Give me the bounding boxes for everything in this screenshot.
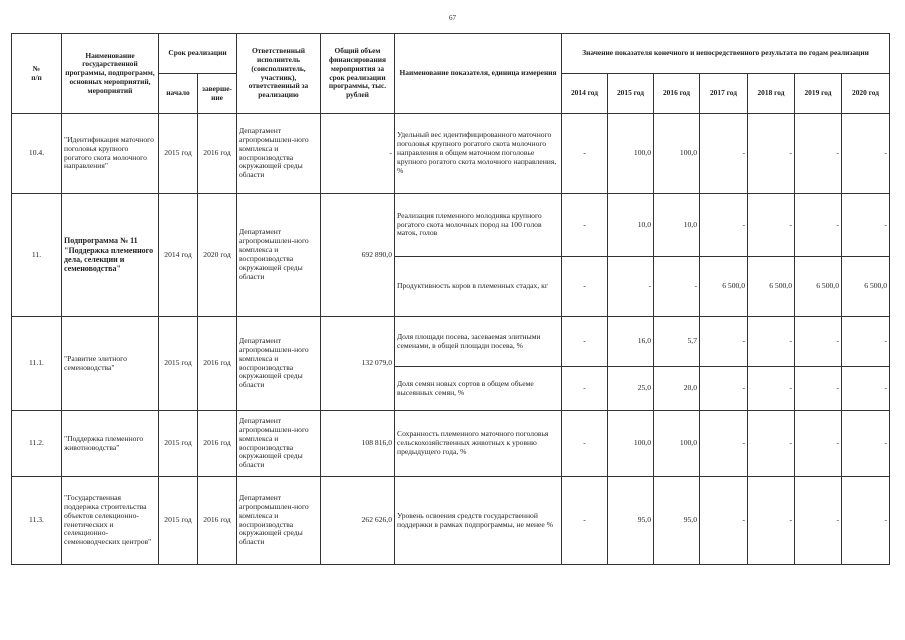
header-values-group: Значение показателя конечного и непосредственного результата по годам реализации (562, 34, 890, 74)
row-finance: - (321, 114, 395, 194)
row-value: - (795, 477, 842, 565)
row-value: - (562, 317, 608, 367)
row-finance: 692 890,0 (321, 194, 395, 317)
row-value: - (842, 114, 890, 194)
header-finance: Общий объем финансирования мероприятия за срок реализации программы, тыс. рублей (321, 34, 395, 114)
header-num: № п/п (12, 34, 62, 114)
row-value: 100,0 (608, 114, 654, 194)
header-year: 2018 год (748, 74, 795, 114)
row-name: "Развитие элитного семеноводства" (62, 317, 159, 411)
header-name: Наименование государственной программы, подпрограмм, основных мероприятий, мероприятий (62, 34, 159, 114)
row-indicator: Реализация племенного молодняка крупного рогатого скота молочных пород на 100 голов маток, голов (395, 194, 562, 257)
row-executor: Департамент агропромышлен-ного комплекса и воспроизводства окружающей среды области (237, 317, 321, 411)
row-name: Подпрограмма № 11 "Поддержка племенного дела, селекции и семеноводства" (62, 194, 159, 317)
row-value: 6 500,0 (795, 257, 842, 317)
row-value: 100,0 (654, 114, 700, 194)
row-value: - (842, 367, 890, 411)
header-year: 2020 год (842, 74, 890, 114)
row-indicator: Продуктивность коров в племенных стадах, кг (395, 257, 562, 317)
row-indicator: Сохранность племенного маточного поголовья сельскохозяйственных животных к уровню предыдущего года, % (395, 411, 562, 477)
table-row (12, 411, 890, 477)
header-year: 2016 год (654, 74, 700, 114)
row-value: - (748, 194, 795, 257)
row-value: - (700, 114, 748, 194)
row-name: "Поддержка племенного животноводства" (62, 411, 159, 477)
header-year: 2017 год (700, 74, 748, 114)
row-value: - (700, 367, 748, 411)
row-value: - (748, 477, 795, 565)
row-value: - (700, 411, 748, 477)
row-value: - (842, 477, 890, 565)
row-start: 2014 год (159, 194, 198, 317)
table-row (12, 114, 890, 194)
row-value: 6 500,0 (700, 257, 748, 317)
row-value: - (748, 317, 795, 367)
row-num: 11.3. (12, 477, 62, 565)
row-value: 95,0 (608, 477, 654, 565)
row-num: 11.1. (12, 317, 62, 411)
header-year: 2014 год (562, 74, 608, 114)
row-indicator: Доля семян новых сортов в общем объеме высеянных семян, % (395, 367, 562, 411)
row-num: 11.2. (12, 411, 62, 477)
header-end: заверше-ние (198, 74, 237, 114)
row-value: - (562, 194, 608, 257)
table-row (12, 194, 890, 257)
row-indicator: Уровень освоения средств государственной поддержки в рамках подпрограммы, не менее % (395, 477, 562, 565)
page-number: 67 (449, 14, 456, 22)
header-executor: Ответственный исполнитель (соисполнитель, участник), ответственный за реализацию (237, 34, 321, 114)
row-value: - (562, 257, 608, 317)
row-value: - (795, 114, 842, 194)
table-row (12, 317, 890, 367)
row-finance: 132 079,0 (321, 317, 395, 411)
row-value: - (562, 367, 608, 411)
row-value: - (795, 411, 842, 477)
row-end: 2016 год (198, 114, 237, 194)
row-value: - (562, 411, 608, 477)
row-end: 2016 год (198, 477, 237, 565)
header-year: 2015 год (608, 74, 654, 114)
row-start: 2015 год (159, 411, 198, 477)
row-value: - (700, 317, 748, 367)
header-year: 2019 год (795, 74, 842, 114)
row-end: 2016 год (198, 317, 237, 411)
row-executor: Департамент агропромышлен-ного комплекса и воспроизводства окружающей среды области (237, 411, 321, 477)
row-value: - (608, 257, 654, 317)
program-table (11, 33, 890, 565)
row-value: - (842, 194, 890, 257)
row-start: 2015 год (159, 317, 198, 411)
row-value: 10,0 (608, 194, 654, 257)
row-value: - (795, 367, 842, 411)
row-value: - (842, 411, 890, 477)
row-num: 10.4. (12, 114, 62, 194)
row-name: "Государственная поддержка строительства объектов селекционно-генетических и селекционно-семеноводческих центров" (62, 477, 159, 565)
row-value: 6 500,0 (842, 257, 890, 317)
row-value: - (748, 411, 795, 477)
row-indicator: Удельный вес идентифицированного маточного поголовья крупного рогатого скота молочного направления в общем маточном поголовье крупного рогатого скота молочного направления, % (395, 114, 562, 194)
row-value: 100,0 (654, 411, 700, 477)
row-value: - (700, 194, 748, 257)
row-name: "Идентификация маточного поголовья крупного рогатого скота молочного направления" (62, 114, 159, 194)
row-start: 2015 год (159, 477, 198, 565)
table-row (12, 477, 890, 565)
row-value: 5,7 (654, 317, 700, 367)
row-value: 10,0 (654, 194, 700, 257)
row-value: 16,0 (608, 317, 654, 367)
row-finance: 108 816,0 (321, 411, 395, 477)
row-value: 100,0 (608, 411, 654, 477)
row-value: - (700, 477, 748, 565)
row-value: - (654, 257, 700, 317)
row-value: - (562, 477, 608, 565)
row-finance: 262 626,0 (321, 477, 395, 565)
row-value: 25,0 (608, 367, 654, 411)
row-indicator: Доля площади посева, засеваемая элитными семенами, в общей площади посева, % (395, 317, 562, 367)
row-executor: Департамент агропромышлен-ного комплекса и воспроизводства окружающей среды области (237, 194, 321, 317)
row-num: 11. (12, 194, 62, 317)
row-value: 20,0 (654, 367, 700, 411)
row-value: - (562, 114, 608, 194)
header-term: Срок реализации (159, 34, 237, 74)
header-start: начало (159, 74, 198, 114)
row-start: 2015 год (159, 114, 198, 194)
row-end: 2016 год (198, 411, 237, 477)
row-value: - (795, 317, 842, 367)
row-value: - (748, 367, 795, 411)
header-indicator: Наименование показателя, единица измерения (395, 34, 562, 114)
row-value: - (748, 114, 795, 194)
row-end: 2020 год (198, 194, 237, 317)
row-executor: Департамент агропромышлен-ного комплекса и воспроизводства окружающей среды области (237, 477, 321, 565)
row-value: 6 500,0 (748, 257, 795, 317)
row-executor: Департамент агропромышлен-ного комплекса и воспроизводства окружающей среды области (237, 114, 321, 194)
row-value: - (795, 194, 842, 257)
row-value: - (842, 317, 890, 367)
row-value: 95,0 (654, 477, 700, 565)
